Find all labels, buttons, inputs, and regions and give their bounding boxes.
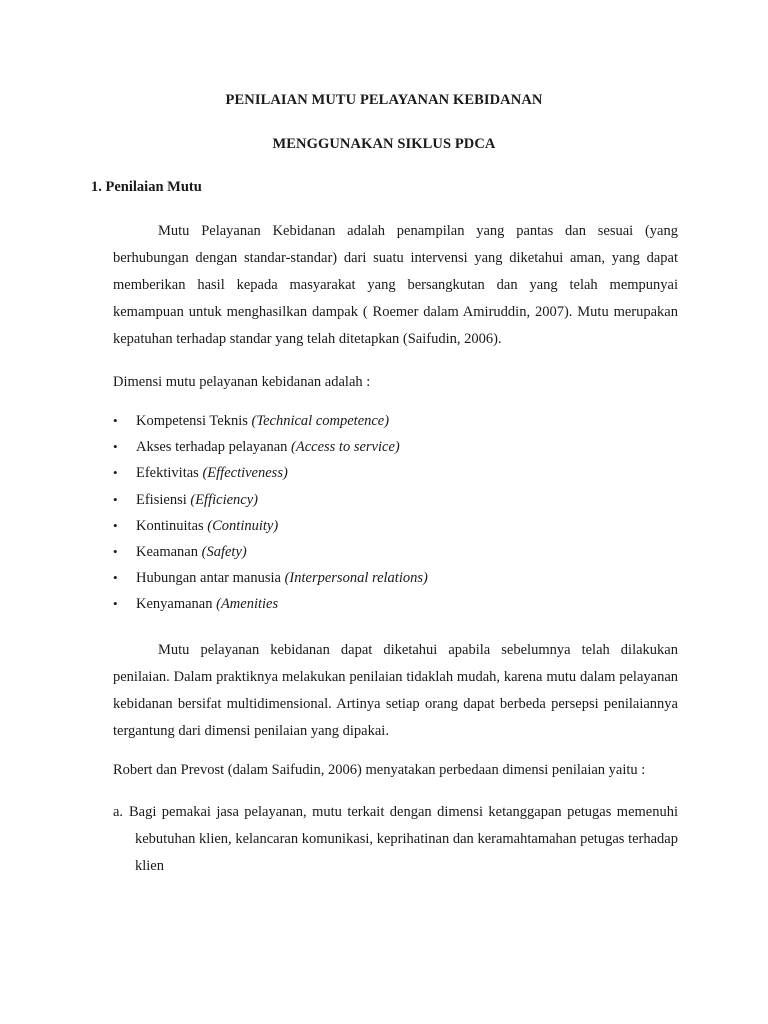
document-subtitle: MENGGUNAKAN SIKLUS PDCA	[272, 136, 496, 152]
bullet-icon: •	[113, 570, 118, 586]
list-item-label: Kompetensi Teknis	[136, 413, 252, 429]
bullet-icon: •	[113, 439, 118, 455]
robert-prevost-text: Robert dan Prevost (dalam Saifudin, 2006) menyatakan perbedaan dimensi penilaian yaitu :	[113, 762, 646, 778]
list-item-english: (Safety)	[201, 543, 247, 560]
document-title: PENILAIAN MUTU PELAYANAN KEBIDANAN	[225, 92, 543, 108]
list-item-label: Kontinuitas	[136, 517, 208, 534]
dimension-list	[113, 408, 428, 618]
list-item-label: Keamanan	[136, 543, 202, 560]
list-item-label: Efektivitas	[136, 465, 203, 482]
list-item-english: (Efficiency)	[190, 491, 258, 508]
list-item-label: Efisiensi	[136, 491, 191, 508]
paragraph-assessment: Mutu pelayanan kebidanan dapat diketahui apabila sebelumnya telah dilakukan penilaian. Dalam praktiknya melakukan penilaian tidaklah mudah, karena mutu dalam pelayanan kebidanan bersifat multidimensional. Artinya setiap orang dapat berbeda persepsi penilaiannya tergantung dari dimensi penilaian yang dipakai.	[113, 642, 678, 739]
list-item-english: (Effectiveness)	[202, 465, 288, 482]
list-item	[113, 460, 428, 486]
bullet-icon: •	[113, 413, 118, 428]
list-marker: a.	[113, 804, 124, 820]
list-item-english: (Amenities	[216, 596, 279, 613]
list-item	[113, 591, 428, 617]
bullet-icon: •	[113, 596, 118, 612]
list-item-english: (Access to service)	[291, 439, 400, 456]
bullet-icon: •	[113, 465, 118, 481]
bullet-icon: •	[113, 491, 118, 507]
list-item	[113, 565, 428, 591]
paragraph-definition: Mutu Pelayanan Kebidanan adalah penampilan yang pantas dan sesuai (yang berhubungan dengan standar-standar) dari suatu intervensi yang diketahui aman, yang dapat memberikan hasil kepada masyarakat yang bersangkutan dan yang telah mempunyai kemampuan untuk menghasilkan dampak ( Roemer dalam Amiruddin, 2007). Mutu merupakan kepatuhan terhadap standar yang telah ditetapkan (Saifudin, 2006).	[113, 223, 678, 347]
list-item	[113, 513, 428, 539]
dimension-intro-text: Dimensi mutu pelayanan kebidanan adalah :	[113, 374, 371, 390]
bullet-icon: •	[113, 543, 118, 559]
list-item-english: (Technical competence)	[251, 413, 390, 429]
list-item-label: Hubungan antar manusia	[136, 570, 285, 587]
bullet-icon: •	[113, 517, 118, 533]
list-item-label: Kenyamanan	[136, 596, 217, 613]
list-item	[113, 487, 428, 513]
list-item	[113, 408, 428, 434]
section-heading: 1. Penilaian Mutu	[91, 179, 202, 195]
list-item-english: (Continuity)	[207, 517, 279, 534]
list-item-label: Akses terhadap pelayanan	[136, 439, 292, 456]
list-item	[113, 539, 428, 565]
list-item-english: (Interpersonal relations)	[284, 570, 428, 587]
list-item	[113, 434, 428, 460]
list-item-text: Bagi pemakai jasa pelayanan, mutu terkait dengan dimensi ketanggapan petugas memenuhi kebutuhan klien, kelancaran komunikasi, keprihatinan dan keramahtamahan petugas terhadap klien	[129, 804, 678, 874]
list-item-a	[113, 799, 678, 880]
